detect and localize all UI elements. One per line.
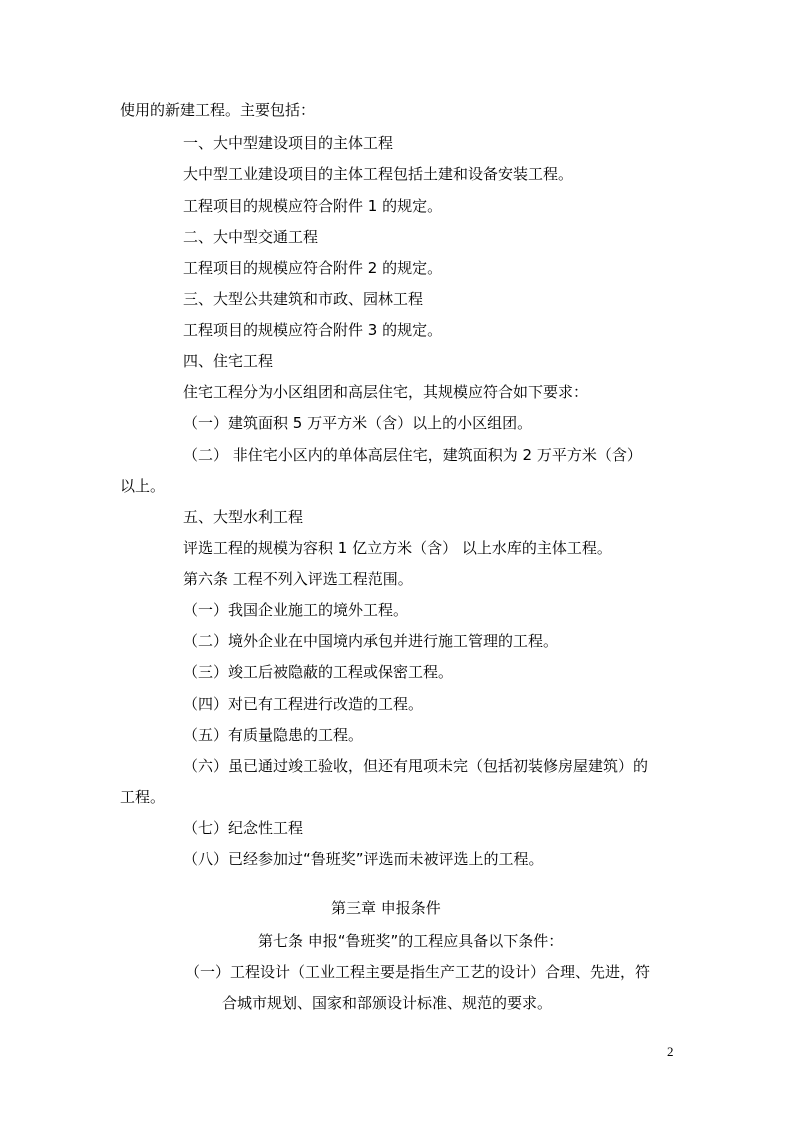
text-line: 以上。 — [120, 477, 166, 495]
list-item: （二）境外企业在中国境内承包并进行施工管理的工程。 — [183, 632, 559, 650]
text-line: 评选工程的规模为容积 1 亿立方米（含） 以上水库的主体工程。 — [183, 539, 612, 557]
section-heading: 五、大型水利工程 — [183, 508, 304, 526]
section-heading: 三、大型公共建筑和市政、园林工程 — [183, 290, 424, 308]
list-item: （四）对已有工程进行改造的工程。 — [183, 695, 424, 713]
list-item: （三）竣工后被隐蔽的工程或保密工程。 — [183, 663, 454, 681]
text-line: 工程项目的规模应符合附件 2 的规定。 — [183, 259, 443, 277]
text-line: 大中型工业建设项目的主体工程包括土建和设备安装工程。 — [183, 165, 574, 183]
article-heading: 第六条 工程不列入评选工程范围。 — [183, 570, 413, 588]
text-line: 合城市规划、国家和部颁设计标准、规范的要求。 — [222, 994, 553, 1012]
page-number: 2 — [667, 1044, 674, 1059]
article-heading: 第七条 申报“鲁班奖”的工程应具备以下条件： — [258, 932, 564, 950]
list-item: （七）纪念性工程 — [183, 819, 304, 837]
text-line: 工程项目的规模应符合附件 3 的规定。 — [183, 321, 443, 339]
list-item: （五）有质量隐患的工程。 — [183, 726, 364, 744]
section-heading: 一、大中型建设项目的主体工程 — [183, 134, 394, 152]
text-line: 工程。 — [120, 788, 166, 806]
section-heading: 二、大中型交通工程 — [183, 228, 319, 246]
list-item: （一）建筑面积 5 万平方米（含）以上的小区组团。 — [183, 414, 533, 432]
section-heading: 四、住宅工程 — [183, 352, 274, 370]
list-item: （八）已经参加过“鲁班奖”评选而未被评选上的工程。 — [183, 850, 544, 868]
chapter-heading: 第三章 申报条件 — [331, 899, 441, 917]
text-line: 使用的新建工程。主要包括： — [120, 101, 316, 119]
list-item: （一）工程设计（工业工程主要是指生产工艺的设计）合理、先进，符 — [185, 963, 651, 981]
text-line: 工程项目的规模应符合附件 1 的规定。 — [183, 197, 443, 215]
list-item: （六）虽已通过竣工验收，但还有甩项未完（包括初装修房屋建筑）的 — [183, 757, 649, 775]
text-line: 住宅工程分为小区组团和高层住宅，其规模应符合如下要求： — [183, 383, 589, 401]
list-item: （一）我国企业施工的境外工程。 — [183, 601, 409, 619]
list-item: （二） 非住宅小区内的单体高层住宅，建筑面积为 2 万平方米（含） — [183, 446, 642, 464]
